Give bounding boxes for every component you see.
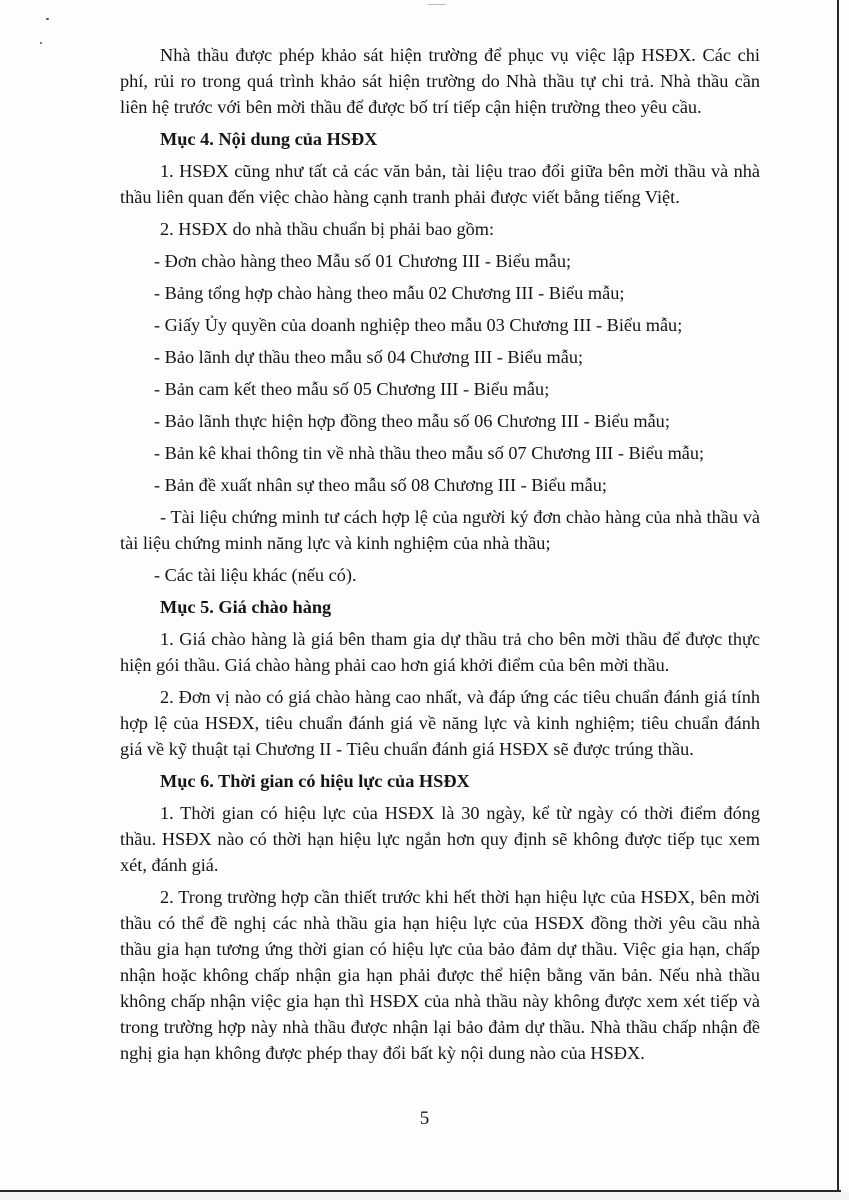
scan-strip bbox=[0, 1192, 849, 1200]
paragraph: 2. HSĐX do nhà thầu chuẩn bị phải bao gồm: bbox=[160, 219, 495, 239]
list-item: - Bản kê khai thông tin về nhà thầu theo mẫu số 07 Chương III - Biểu mẫu; bbox=[154, 443, 705, 463]
page-number: 5 bbox=[419, 1108, 430, 1129]
paragraph: 1. Thời gian có hiệu lực của HSĐX là 30 ngày, kể từ ngày có thời điểm đóng thầu. HSĐX nào có thời hạn hiệu lực ngắn hơn quy định sẽ không được tiếp tục xem xét, đánh giá. bbox=[120, 803, 760, 875]
list-item: - Bản đề xuất nhân sự theo mẫu số 08 Chương III - Biểu mẫu; bbox=[154, 475, 607, 495]
list-item: - Các tài liệu khác (nếu có). bbox=[154, 565, 357, 585]
scan-speck bbox=[40, 42, 42, 44]
document-body bbox=[120, 42, 760, 1072]
list-item: - Bảo lãnh thực hiện hợp đồng theo mẫu số 06 Chương III - Biểu mẫu; bbox=[154, 411, 670, 431]
section-heading: Mục 4. Nội dung của HSĐX bbox=[160, 129, 378, 149]
section-heading: Mục 6. Thời gian có hiệu lực của HSĐX bbox=[160, 771, 470, 791]
paragraph: 1. Giá chào hàng là giá bên tham gia dự thầu trả cho bên mời thầu để được thực hiện gói thầu. Giá chào hàng phải cao hơn giá khởi điểm của bên mời thầu. bbox=[120, 629, 760, 675]
paragraph: 2. Đơn vị nào có giá chào hàng cao nhất, và đáp ứng các tiêu chuẩn đánh giá tính hợp lệ của HSĐX, tiêu chuẩn đánh giá về năng lực và kinh nghiệm; tiêu chuẩn đánh giá về kỹ thuật tại Chương II - Tiêu chuẩn đánh giá HSĐX sẽ được trúng thầu. bbox=[120, 687, 760, 759]
paragraph: Nhà thầu được phép khảo sát hiện trường để phục vụ việc lập HSĐX. Các chi phí, rủi ro trong quá trình khảo sát hiện trường do Nhà thầu tự chi trả. Nhà thầu cần liên hệ trước với bên mời thầu để được bố trí tiếp cận hiện trường theo yêu cầu. bbox=[120, 45, 760, 117]
list-item: - Đơn chào hàng theo Mẫu số 01 Chương III - Biểu mẫu; bbox=[154, 251, 572, 271]
section-heading: Mục 5. Giá chào hàng bbox=[160, 597, 332, 617]
scan-speck bbox=[46, 18, 49, 20]
list-item: - Bảng tổng hợp chào hàng theo mẫu 02 Chương III - Biểu mẫu; bbox=[154, 283, 625, 303]
scan-speck bbox=[428, 4, 446, 5]
paragraph: - Tài liệu chứng minh tư cách hợp lệ của người ký đơn chào hàng của nhà thầu và tài liệu chứng minh năng lực và kinh nghiệm của nhà thầu; bbox=[120, 507, 760, 553]
list-item: - Bảo lãnh dự thầu theo mẫu số 04 Chương III - Biểu mẫu; bbox=[154, 347, 584, 367]
paragraph: 2. Trong trường hợp cần thiết trước khi hết thời hạn hiệu lực của HSĐX, bên mời thầu có thể đề nghị các nhà thầu gia hạn hiệu lực của HSĐX đồng thời yêu cầu nhà thầu gia hạn tương ứng thời gian có hiệu lực của bảo đảm dự thầu. Việc gia hạn, chấp nhận hoặc không chấp nhận gia hạn phải được thể hiện bằng văn bản. Nếu nhà thầu không chấp nhận việc gia hạn thì HSĐX của nhà thầu này không được xem xét tiếp và trong trường hợp này nhà thầu được nhận lại bảo đảm dự thầu. Nhà thầu chấp nhận đề nghị gia hạn không được phép thay đổi bất kỳ nội dung nào của HSĐX. bbox=[120, 887, 760, 1063]
list-item: - Bản cam kết theo mẫu số 05 Chương III - Biểu mẫu; bbox=[154, 379, 550, 399]
list-item: - Giấy Ủy quyền của doanh nghiệp theo mẫu 03 Chương III - Biểu mẫu; bbox=[154, 315, 683, 335]
paragraph: 1. HSĐX cũng như tất cả các văn bản, tài liệu trao đổi giữa bên mời thầu và nhà thầu liên quan đến việc chào hàng cạnh tranh phải được viết bằng tiếng Việt. bbox=[120, 161, 760, 207]
scan-border-right bbox=[837, 0, 839, 1190]
